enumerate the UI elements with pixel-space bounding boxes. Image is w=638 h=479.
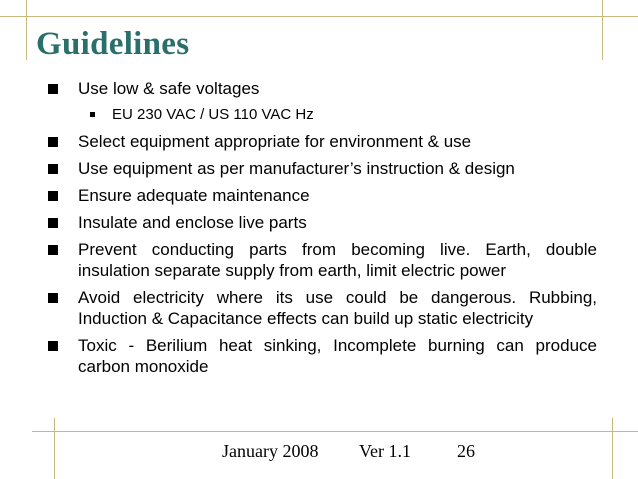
slide-title: Guidelines (36, 26, 190, 62)
bullet-item (42, 239, 597, 281)
top-border-line (0, 16, 638, 17)
square-bullet-icon (48, 218, 58, 228)
square-bullet-icon (48, 341, 58, 351)
slide-footer (222, 441, 475, 462)
square-bullet-icon (48, 245, 58, 255)
bullet-item (42, 335, 597, 377)
bottom-left-vertical-line (54, 418, 55, 479)
bullet-item (42, 185, 597, 206)
bullet-list (42, 78, 597, 377)
square-bullet-icon (90, 112, 95, 117)
bullet-item (42, 78, 597, 99)
square-bullet-icon (48, 164, 58, 174)
square-bullet-icon (48, 191, 58, 201)
bullet-text: Prevent conducting parts from becoming live. Earth, double insulation separate supply from earth, limit electric power (78, 240, 597, 280)
bullet-text: EU 230 VAC / US 110 VAC Hz (112, 106, 314, 123)
bullet-item (42, 212, 597, 233)
bottom-right-vertical-line (612, 418, 613, 479)
top-left-vertical-line (26, 0, 27, 60)
bullet-item (42, 287, 597, 329)
square-bullet-icon (48, 293, 58, 303)
footer-date: January 2008 (222, 441, 319, 461)
square-bullet-icon (48, 137, 58, 147)
bullet-item (42, 131, 597, 152)
footer-page-number: 26 (457, 441, 475, 461)
bullet-item (42, 158, 597, 179)
bullet-text: Use equipment as per manufacturer’s instruction & design (78, 159, 515, 178)
bullet-text: Select equipment appropriate for environment & use (78, 132, 472, 151)
top-right-vertical-line (602, 0, 603, 60)
bottom-border-line (32, 431, 638, 432)
bullet-text: Insulate and enclose live parts (78, 213, 307, 232)
square-bullet-icon (48, 84, 58, 94)
footer-version: Ver 1.1 (359, 441, 411, 461)
bullet-text: Ensure adequate maintenance (78, 186, 310, 205)
bullet-text: Avoid electricity where its use could be dangerous. Rubbing, Induction & Capacitance effects can build up static electricity (78, 288, 597, 328)
bullet-text: Use low & safe voltages (78, 79, 260, 98)
bullet-text: Toxic - Berilium heat sinking, Incomplete burning can produce carbon monoxide (78, 336, 597, 376)
sub-bullet-item (42, 104, 597, 125)
